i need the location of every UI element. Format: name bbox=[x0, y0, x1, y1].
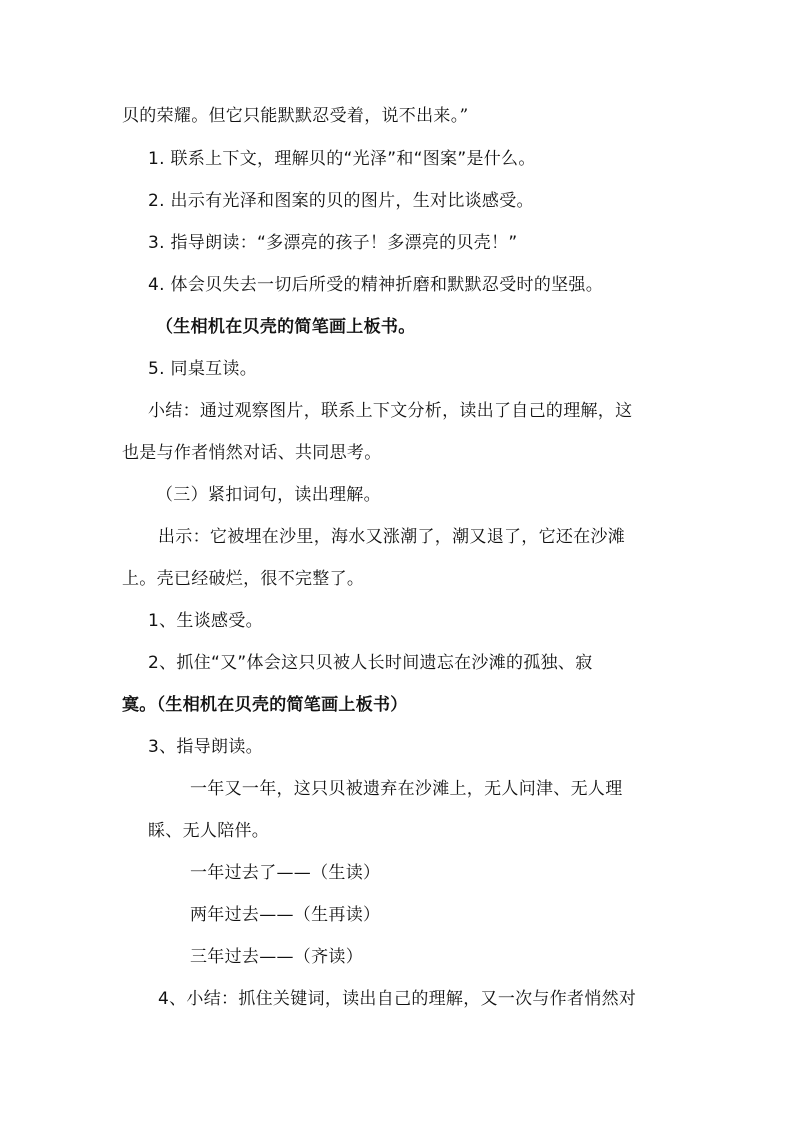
board-note-1: （生相机在贝壳的简笔画上板书。 bbox=[156, 317, 416, 337]
summary-line-2: 也是与作者悄然对话、共同思考。 bbox=[122, 443, 382, 463]
list-item-3: 3. 指导朗读：“多漂亮的孩子！多漂亮的贝壳！” bbox=[148, 233, 518, 253]
list-item-4: 4. 体会贝失去一切后所受的精神折磨和默默忍受时的坚强。 bbox=[148, 275, 604, 295]
reading-line-1: 一年又一年，这只贝被遗弃在沙滩上，无人问津、无人理 bbox=[190, 779, 623, 799]
quote-line-1: 出示：它被埋在沙里，海水又涨潮了，潮又退了，它还在沙滩 bbox=[158, 527, 626, 547]
list-item-2: 2. 出示有光泽和图案的贝的图片，生对比谈感受。 bbox=[148, 191, 534, 211]
summary-line-1: 小结：通过观察图片，联系上下文分析，读出了自己的理解，这 bbox=[148, 401, 633, 421]
step-1: 1、生谈感受。 bbox=[148, 611, 263, 631]
reading-year-3: 三年过去——（齐读） bbox=[190, 947, 363, 967]
step-4: 4、小结：抓住关键词，读出自己的理解，又一次与作者悄然对 bbox=[158, 989, 637, 1009]
quote-line-2: 上。壳已经破烂，很不完整了。 bbox=[122, 569, 365, 589]
step-3: 3、指导朗读。 bbox=[148, 737, 263, 757]
reading-line-2: 睬、无人陪伴。 bbox=[148, 821, 270, 841]
step-2-line-2: 寞。（生相机在贝壳的简笔画上板书） bbox=[122, 695, 408, 715]
list-item-1: 1. 联系上下文，理解贝的“光泽”和“图案”是什么。 bbox=[148, 149, 536, 169]
section-heading: （三）紧扣词句，读出理解。 bbox=[156, 485, 381, 505]
text-line-1: 贝的荣耀。但它只能默默忍受着，说不出来。” bbox=[122, 106, 469, 126]
list-item-5: 5. 同桌互读。 bbox=[148, 359, 258, 379]
reading-year-2: 两年过去——（生再读） bbox=[190, 905, 381, 925]
step-2-line-1: 2、抓住“又”体会这只贝被人长时间遗忘在沙滩的孤独、寂 bbox=[148, 653, 593, 673]
reading-year-1: 一年过去了——（生读） bbox=[190, 863, 381, 883]
